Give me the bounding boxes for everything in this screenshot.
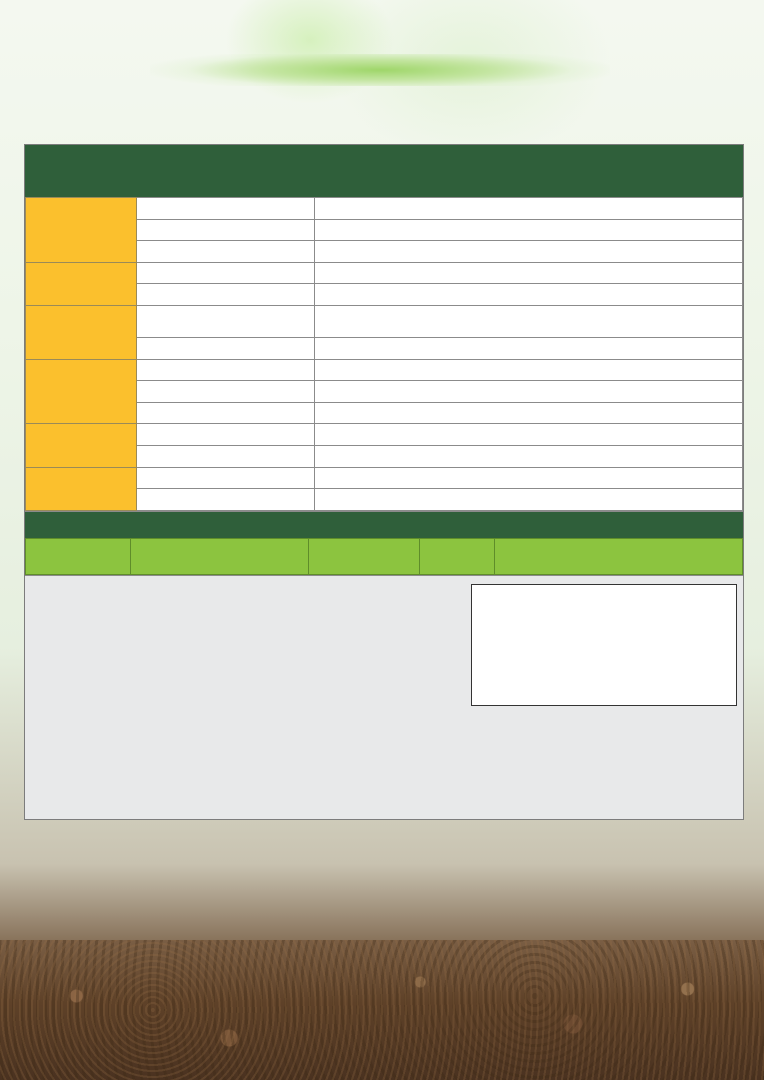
category-cell <box>26 337 137 359</box>
attribute-cell <box>137 359 315 381</box>
attribute-cell <box>137 337 315 359</box>
fertilization-table-wrap <box>25 538 743 575</box>
production-row <box>26 489 743 511</box>
page-title <box>25 145 743 197</box>
col-rate <box>420 538 495 574</box>
category-cell <box>26 262 137 284</box>
soil-background <box>0 940 764 1080</box>
attribute-cell <box>137 305 315 337</box>
attribute-cell <box>137 445 315 467</box>
inoculation-guide <box>25 575 743 819</box>
attribute-cell <box>137 198 315 220</box>
fertilization-header-row <box>26 538 743 574</box>
value-cell <box>315 337 743 359</box>
production-row <box>26 467 743 489</box>
category-cell <box>26 402 137 424</box>
attribute-cell <box>137 402 315 424</box>
col-composition <box>309 538 420 574</box>
value-cell <box>315 489 743 511</box>
production-row <box>26 241 743 263</box>
fertilization-header <box>25 511 743 538</box>
category-cell <box>26 284 137 306</box>
category-cell <box>26 241 137 263</box>
value-cell <box>315 381 743 403</box>
category-cell <box>26 359 137 381</box>
attribute-cell <box>137 262 315 284</box>
production-row <box>26 424 743 446</box>
category-cell <box>26 467 137 489</box>
production-table <box>25 197 743 511</box>
attribute-cell <box>137 489 315 511</box>
category-cell <box>26 381 137 403</box>
slogan-banner <box>150 54 610 86</box>
col-application <box>26 538 131 574</box>
value-cell <box>315 241 743 263</box>
value-cell <box>315 359 743 381</box>
category-cell <box>26 489 137 511</box>
col-remarks <box>495 538 743 574</box>
production-row <box>26 198 743 220</box>
value-cell <box>315 467 743 489</box>
fertilization-table <box>25 538 743 575</box>
value-cell <box>315 445 743 467</box>
value-cell <box>315 262 743 284</box>
category-cell <box>26 219 137 241</box>
production-sheet <box>24 144 744 820</box>
category-cell <box>26 424 137 446</box>
production-row <box>26 381 743 403</box>
attribute-cell <box>137 381 315 403</box>
attribute-cell <box>137 241 315 263</box>
production-row <box>26 305 743 337</box>
value-cell <box>315 219 743 241</box>
category-cell <box>26 305 137 337</box>
value-cell <box>315 402 743 424</box>
attribute-cell <box>137 284 315 306</box>
handling-tips-box <box>471 584 737 706</box>
production-row <box>26 284 743 306</box>
col-fertilizer <box>131 538 309 574</box>
value-cell <box>315 305 743 337</box>
production-row <box>26 445 743 467</box>
production-row <box>26 337 743 359</box>
category-cell <box>26 445 137 467</box>
attribute-cell <box>137 467 315 489</box>
value-cell <box>315 198 743 220</box>
value-cell <box>315 284 743 306</box>
value-cell <box>315 424 743 446</box>
attribute-cell <box>137 219 315 241</box>
production-row <box>26 262 743 284</box>
category-cell <box>26 198 137 220</box>
production-row <box>26 402 743 424</box>
production-row <box>26 219 743 241</box>
production-row <box>26 359 743 381</box>
attribute-cell <box>137 424 315 446</box>
